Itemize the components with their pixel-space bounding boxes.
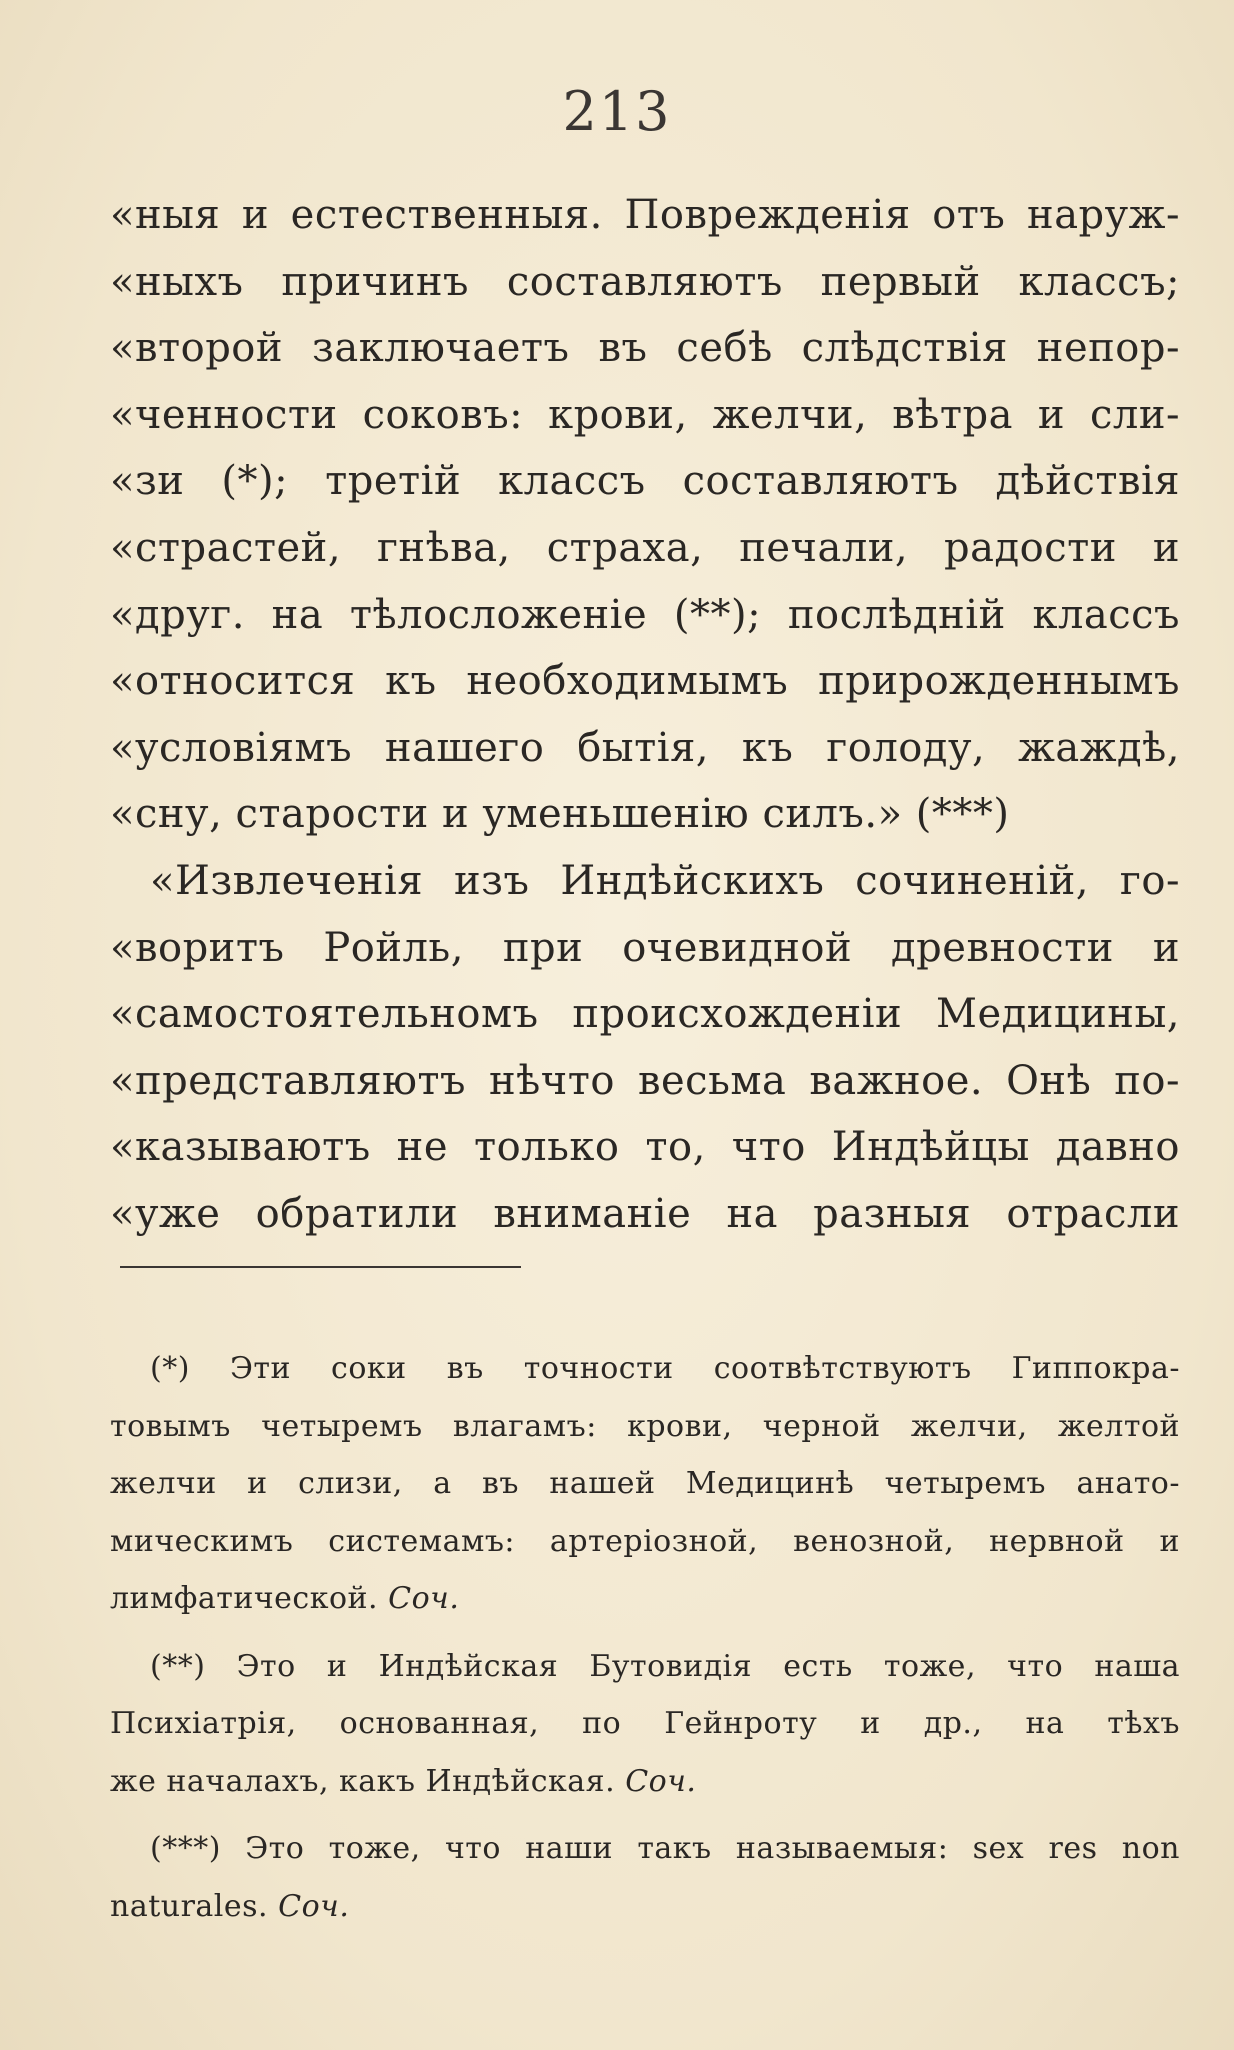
text-line: «условіямъ нашего бытія, къ голоду, жаждѣ, (110, 724, 1180, 771)
author-sign: Соч. (388, 1581, 460, 1616)
text-line: «казываютъ не только то, что Индѣйцы давно (110, 1124, 1180, 1171)
footnote-line: (*) Эти соки въ точности соотвѣтствуютъ Гиппокра- (150, 1351, 1180, 1386)
footnote-line: (***) Это тоже, что наши такъ называемыя: sex res non (150, 1831, 1180, 1866)
footnote-separator-dash (505, 1266, 521, 1268)
footnote-line: Психіатрія, основанная, по Гейнроту и др., на тѣхъ (110, 1706, 1180, 1741)
text-line: «самостоятельномъ происхожденіи Медицины, (110, 991, 1180, 1038)
footnote-last-line (110, 1570, 1180, 1628)
text-line: «страстей, гнѣва, страха, печали, радости и (110, 524, 1180, 571)
footnote-last-line (110, 1878, 1180, 1936)
text-line: «сну, старости и уменьшенію силъ.» (***) (110, 791, 1010, 838)
text-line: «ныя и естественныя. Поврежденія отъ наруж- (110, 192, 1180, 238)
page-number: 213 (562, 80, 672, 143)
text-line: «представляютъ нѣчто весьма важное. Онѣ по- (110, 1057, 1180, 1104)
footnote-text: же началахъ, какъ Индѣйская. (110, 1763, 616, 1799)
footnote-line: мическимъ системамъ: артеріозной, венозной, нервной и (110, 1523, 1180, 1559)
footnote-text: naturales. (110, 1888, 269, 1924)
text-line: «второй заключаетъ въ себѣ слѣдствія непор- (110, 325, 1180, 372)
text-line: «ченности соковъ: крови, желчи, вѣтра и сли- (110, 391, 1180, 438)
paragraph-start-line: «Извлеченія изъ Индѣйскихъ сочиненій, го- (150, 857, 1180, 904)
footnote-line: (**) Это и Индѣйская Бутовидія есть тоже, что наша (150, 1648, 1180, 1684)
text-line: «относится къ необходимымъ прирожденнымъ (110, 658, 1180, 705)
footnote-line: товымъ четыремъ влагамъ: крови, черной желчи, желтой (110, 1408, 1180, 1444)
text-line: «зи (*); третій классъ составляютъ дѣйствія (110, 458, 1180, 505)
footnote-last-line (110, 1753, 1180, 1811)
author-sign: Соч. (278, 1888, 350, 1924)
main-text (110, 182, 1180, 1248)
footnote-2 (110, 1638, 1180, 1811)
footnote-3 (110, 1820, 1180, 1935)
footnote-1 (110, 1340, 1180, 1628)
footnote-separator (120, 1266, 520, 1268)
footnote-text: лимфатической. (110, 1581, 379, 1616)
text-line: «уже обратили вниманіе на разныя отрасли (110, 1190, 1180, 1237)
text-line: «ныхъ причинъ составляютъ первый классъ; (110, 258, 1180, 305)
footnotes (110, 1340, 1180, 1945)
footnote-line: желчи и слизи, а въ нашей Медицинѣ четыремъ анато- (110, 1466, 1180, 1501)
text-line: «друг. на тѣлосложеніе (**); послѣдній классъ (110, 591, 1180, 638)
author-sign: Соч. (625, 1763, 697, 1799)
text-line: «воритъ Ройль, при очевидной древности и (110, 924, 1180, 971)
